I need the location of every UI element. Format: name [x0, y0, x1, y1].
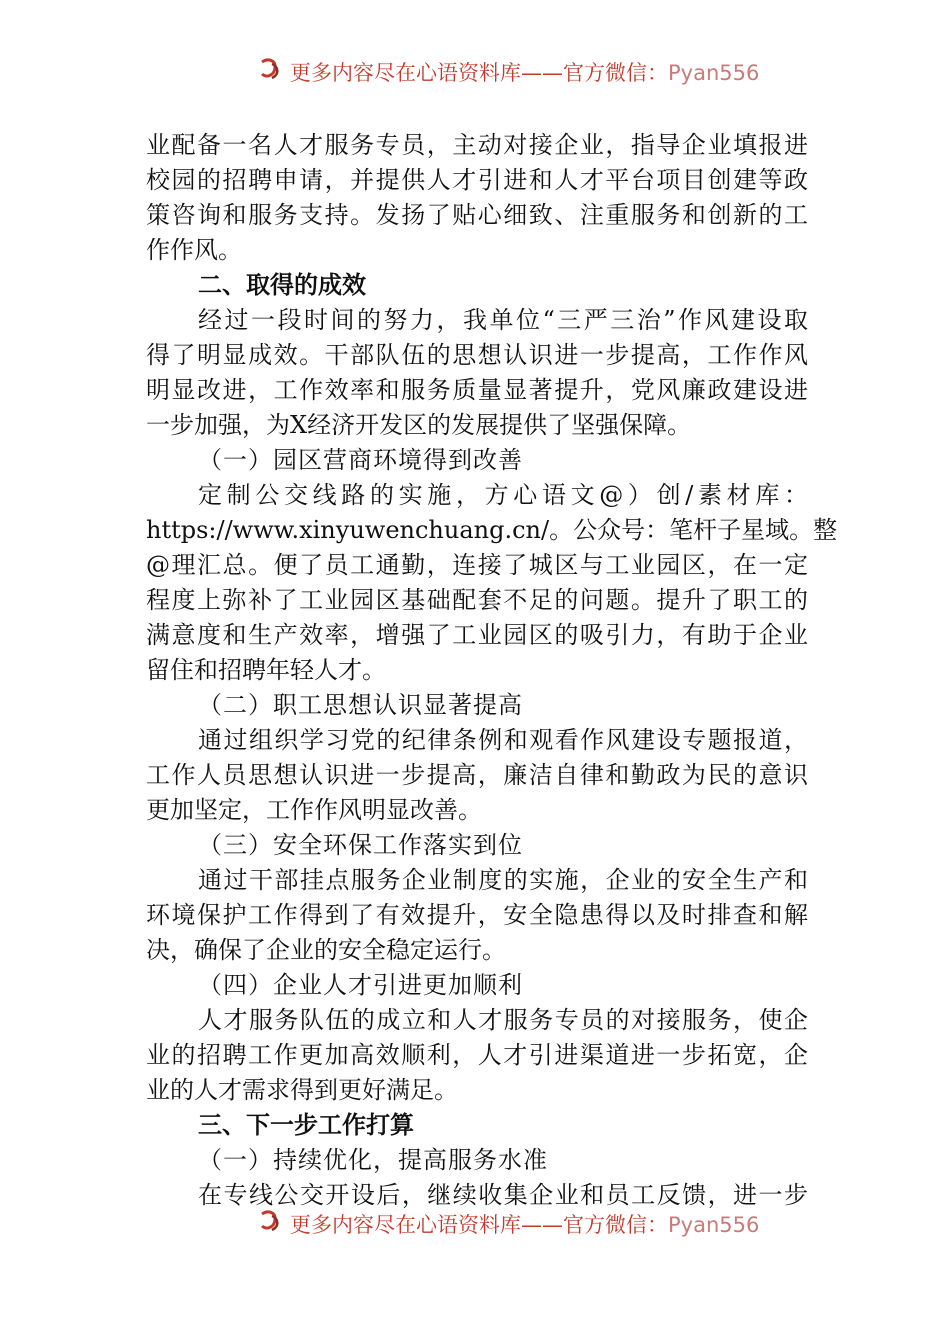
document-body	[146, 128, 838, 1213]
body-line: 通过干部挂点服务企业制度的实施，企业的安全生产和	[198, 866, 808, 894]
subsection-heading: （二）职工思想认识显著提高	[198, 691, 523, 719]
watermark-text: 更多内容尽在心语资料库——官方微信：	[290, 1213, 668, 1237]
body-line: 策咨询和服务支持。发扬了贴心细致、注重服务和创新的工	[146, 201, 808, 229]
section-heading: 二、取得的成效	[198, 271, 366, 299]
body-line: 明显改进，工作效率和服务质量显著提升，党风廉政建设进	[146, 376, 808, 404]
body-line: 作作风。	[146, 236, 242, 264]
body-line: @理汇总。便了员工通勤，连接了城区与工业园区，在一定	[146, 551, 808, 579]
body-line: 决，确保了企业的安全稳定运行。	[146, 936, 506, 964]
body-line: 定制公交线路的实施，方心语文@）创/素材库：	[198, 481, 808, 509]
watermark-id: Pyan556	[668, 61, 760, 85]
subsection-heading: （一）持续优化，提高服务水准	[198, 1146, 548, 1174]
subsection-heading: （三）安全环保工作落实到位	[198, 831, 523, 859]
body-line: 满意度和生产效率，增强了工业园区的吸引力，有助于企业	[146, 621, 808, 649]
watermark-text: 更多内容尽在心语资料库——官方微信：	[290, 61, 668, 85]
body-line: 业的人才需求得到更好满足。	[146, 1076, 458, 1104]
body-line: 人才服务队伍的成立和人才服务专员的对接服务，使企	[198, 1006, 808, 1034]
body-line: 校园的招聘申请，并提供人才引进和人才平台项目创建等政	[146, 166, 808, 194]
body-line: 一步加强，为X经济开发区的发展提供了坚强保障。	[146, 411, 692, 439]
watermark-header	[258, 56, 760, 85]
subsection-heading: （一）园区营商环境得到改善	[198, 446, 523, 474]
brand-logo-icon	[258, 1208, 284, 1234]
section-heading: 三、下一步工作打算	[198, 1111, 414, 1139]
brand-logo-icon	[258, 56, 284, 82]
body-line: 得了明显成效。干部队伍的思想认识进一步提高，工作作风	[146, 341, 808, 369]
body-line: 工作人员思想认识进一步提高，廉洁自律和勤政为民的意识	[146, 761, 808, 789]
body-line: 经过一段时间的努力，我单位“三严三治”作风建设取	[198, 306, 808, 334]
body-line: 通过组织学习党的纪律条例和观看作风建设专题报道，	[198, 726, 808, 754]
body-line-url: https://www.xinyuwenchuang.cn/。公众号：笔杆子星域。整	[146, 516, 838, 544]
watermark-footer	[258, 1208, 760, 1237]
body-line: 环境保护工作得到了有效提升，安全隐患得以及时排查和解	[146, 901, 808, 929]
body-line: 业的招聘工作更加高效顺利，人才引进渠道进一步拓宽，企	[146, 1041, 808, 1069]
subsection-heading: （四）企业人才引进更加顺利	[198, 971, 523, 999]
body-line: 更加坚定，工作作风明显改善。	[146, 796, 482, 824]
body-line: 留住和招聘年轻人才。	[146, 656, 386, 684]
body-line: 业配备一名人才服务专员，主动对接企业，指导企业填报进	[146, 131, 808, 159]
watermark-id: Pyan556	[668, 1213, 760, 1237]
body-line: 程度上弥补了工业园区基础配套不足的问题。提升了职工的	[146, 586, 808, 614]
body-line: 在专线公交开设后，继续收集企业和员工反馈，进一步	[198, 1181, 808, 1209]
